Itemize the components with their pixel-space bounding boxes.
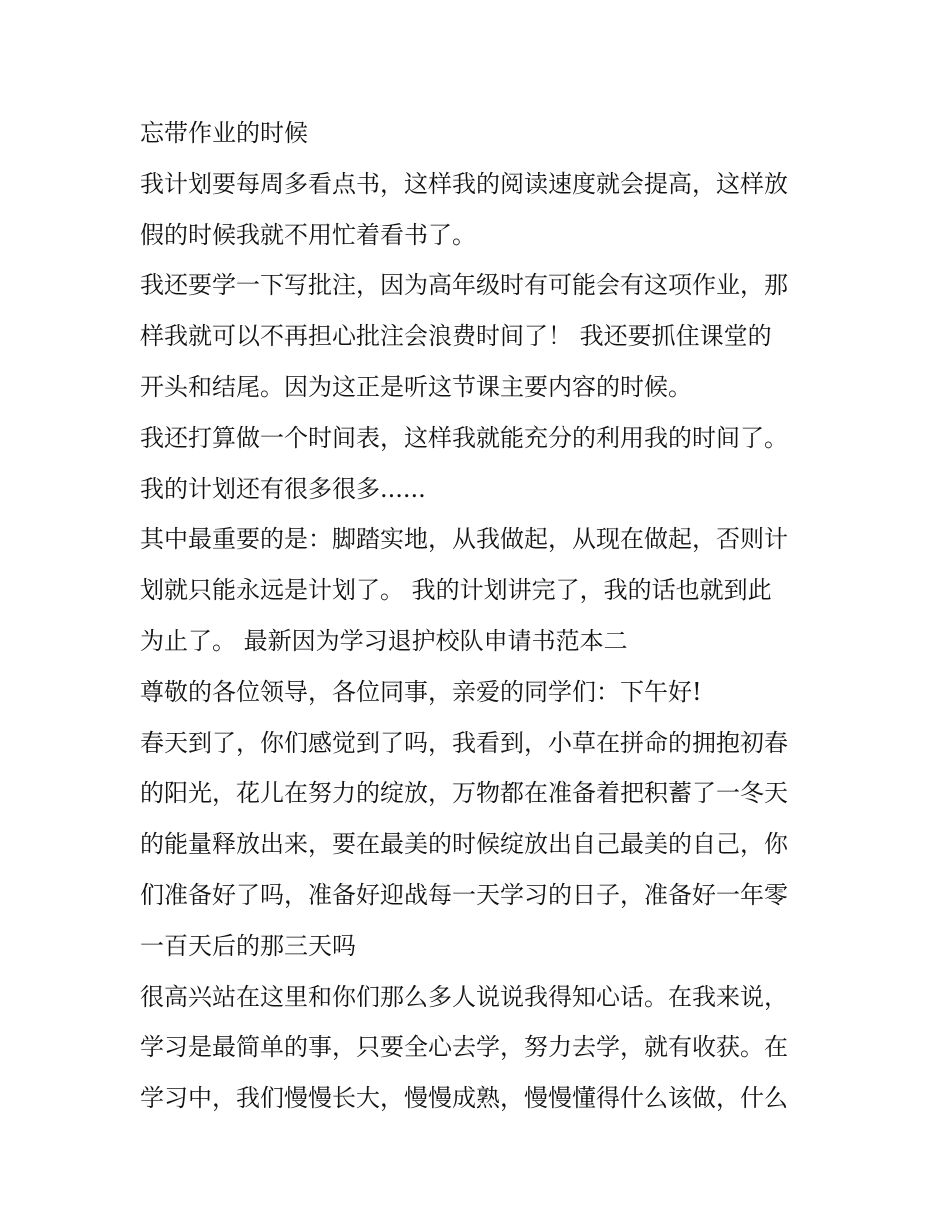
text-line: 我的计划还有很多很多...... [140,474,426,503]
text-line: 我还打算做一个时间表，这样我就能充分的利用我的时间了。 [140,423,788,452]
text-line: 忘带作业的时候 [140,119,308,147]
text-line: 假的时候我就不用忙着看书了。 [140,220,476,249]
text-line: 我还要学一下写批注，因为高年级时有可能会有这项作业，那 [140,271,788,300]
text-line: 很高兴站在这里和你们那么多人说说我得知心话。在我来说， [140,982,788,1011]
text-line: 其中最重要的是：脚踏实地，从我做起，从现在做起，否则计 [140,525,788,554]
text-line: 一百天后的那三天吗 [140,931,356,960]
text-line: 尊敬的各位领导，各位同事，亲爱的同学们：下午好! [140,677,702,706]
text-line: 为止了。 最新因为学习退护校队申请书范本二 [140,626,628,655]
text-line: 的阳光，花儿在努力的绽放，万物都在准备着把积蓄了一冬天 [140,779,788,808]
text-line: 学习中，我们慢慢长大，慢慢成熟，慢慢懂得什么该做，什么 [140,1084,788,1113]
text-line: 划就只能永远是计划了。 我的计划讲完了，我的话也就到此 [140,576,772,605]
text-line: 们准备好了吗，准备好迎战每一天学习的日子，准备好一年零 [140,880,788,909]
text-line: 开头和结尾。因为这正是听这节课主要内容的时候。 [140,372,692,401]
text-line: 我计划要每周多看点书，这样我的阅读速度就会提高，这样放 [140,169,788,198]
text-line: 春天到了，你们感觉到了吗，我看到，小草在拼命的拥抱初春 [140,728,788,757]
text-line: 的能量释放出来，要在最美的时候绽放出自己最美的自己，你 [140,830,788,859]
document-body [140,108,820,1124]
text-line: 学习是最简单的事，只要全心去学，努力去学，就有收获。在 [140,1033,788,1062]
text-line: 样我就可以不再担心批注会浪费时间了！ 我还要抓住课堂的 [140,322,772,351]
